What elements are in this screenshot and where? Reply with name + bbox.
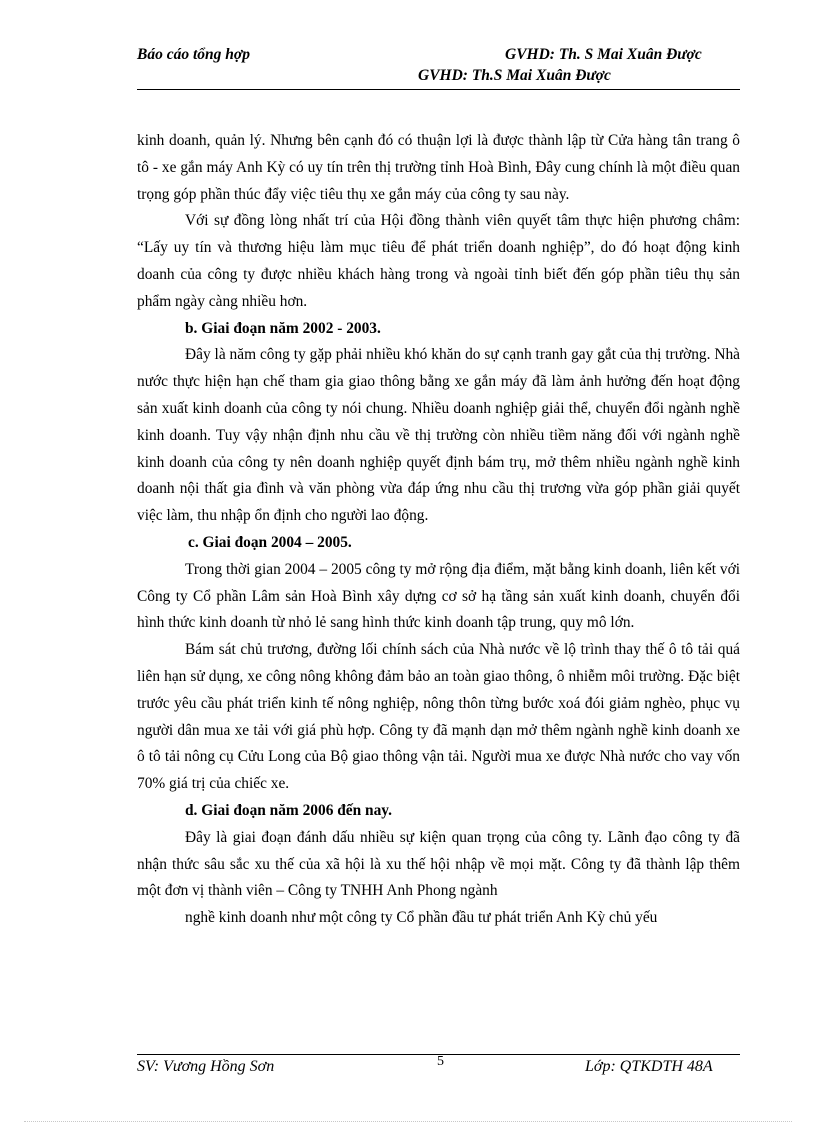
- header-advisor-line1: GVHD: Th. S Mai Xuân Được: [505, 46, 702, 63]
- document-body: [137, 128, 740, 932]
- section-heading: b. Giai đoạn năm 2002 - 2003.: [185, 319, 381, 337]
- paragraph: Với sự đồng lòng nhất trí của Hội đồng thành viên quyết tâm thực hiện phương châm: “Lấy uy tín và thương hiệu làm mục tiêu để phát triển doanh nghiệp”, do đó hoạt động kinh doanh của công ty được nhiều khách hàng trong và ngoài tỉnh biết đến góp phần tiêu thụ sản phẩm ngày càng nhiều hơn.: [137, 212, 740, 310]
- paragraph: Đây là năm công ty gặp phải nhiều khó khăn do sự cạnh tranh gay gắt của thị trường. Nhà nước thực hiện hạn chế tham gia giao thông bằng xe gắn máy đã làm ảnh hưởng đến hoạt động sản xuất kinh doanh của công ty nói chung. Nhiều doanh nghiệp giải thể, chuyển đổi ngành nghề kinh doanh. Tuy vậy nhận định nhu cầu về thị trường còn nhiều tiềm năng đối với ngành nghề kinh doanh của công ty nên doanh nghiệp quyết định bám trụ, mở thêm nhiều ngành nghề kinh doanh nội thất gia đình và văn phòng vừa đáp ứng nhu cầu thị trương vừa góp phần giải quyết việc làm, thu nhập ổn định cho người lao động.: [137, 346, 740, 525]
- paragraph: Trong thời gian 2004 – 2005 công ty mở rộng địa điểm, mặt bằng kinh doanh, liên kết với Công ty Cổ phần Lâm sản Hoà Bình xây dựng cơ sở hạ tầng sản xuất kinh doanh, chuyển đổi hình thức kinh doanh từ nhỏ lẻ sang hình thức kinh doanh tập trung, quy mô lớn.: [137, 560, 740, 632]
- footer-student: SV: Vương Hồng Sơn: [137, 1058, 275, 1075]
- header-advisor-line2: GVHD: Th.S Mai Xuân Được: [418, 67, 611, 84]
- footer-class: Lớp: QTKDTH 48A: [585, 1058, 713, 1075]
- section-heading: c. Giai đoạn 2004 – 2005.: [188, 533, 352, 551]
- page-bottom-edge: [24, 1121, 792, 1122]
- paragraph: kinh doanh, quản lý. Nhưng bên cạnh đó có thuận lợi là được thành lập từ Cửa hàng tân trang ô tô - xe gắn máy Anh Kỳ có uy tín trên thị trường tỉnh Hoà Bình, Đây cung chính là một điều quan trọng góp phần thúc đẩy việc tiêu thụ xe gắn máy của công ty sau này.: [137, 132, 740, 203]
- page-number: 5: [437, 1054, 444, 1069]
- paragraph: Bám sát chủ trương, đường lối chính sách của Nhà nước về lộ trình thay thế ô tô tải quá liên hạn sử dụng, xe công nông không đảm bảo an toàn giao thông, ô nhiễm môi trường. Đặc biệt trước yêu cầu phát triển kinh tế nông nghiệp, nông thôn từng bước xoá đói giảm nghèo, phục vụ người dân mua xe tải với giá phù hợp. Công ty đã mạnh dạn mở thêm ngành nghề kinh doanh xe ô tô tải nông cụ Cửu Long của Bộ giao thông vận tải. Người mua xe được Nhà nước cho vay vốn 70% giá trị của chiếc xe.: [137, 641, 740, 793]
- section-heading: d. Giai đoạn năm 2006 đến nay.: [185, 801, 392, 819]
- header-rule: [137, 89, 740, 90]
- paragraph: Đây là giai đoạn đánh dấu nhiều sự kiện quan trọng của công ty. Lãnh đạo công ty đã nhận thức sâu sắc xu thế của xã hội là xu thế hội nhập về mọi mặt. Công ty đã thành lập thêm một đơn vị thành viên – Công ty TNHH Anh Phong ngành: [137, 828, 740, 900]
- header-report-title: Báo cáo tổng hợp: [137, 46, 250, 63]
- paragraph: nghề kinh doanh như một công ty Cổ phần đầu tư phát triển Anh Kỳ chủ yếu: [185, 909, 658, 927]
